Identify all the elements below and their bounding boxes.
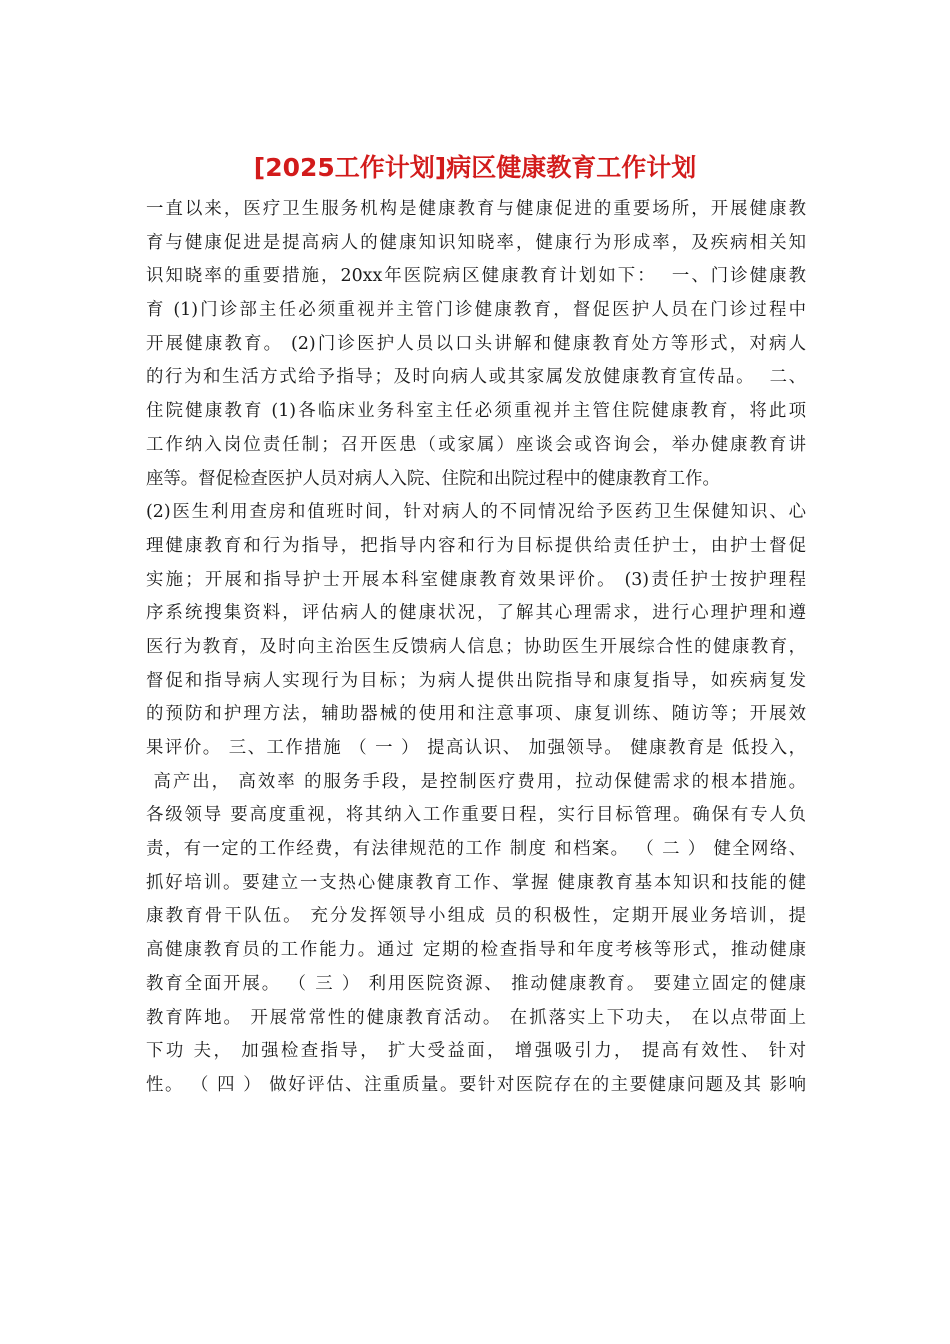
body-line: 的行为和生活方式给予指导；及时向病人或其家属发放健康教育宣传品。 二、 [146, 367, 806, 388]
document-title: [2025工作计划]病区健康教育工作计划 [253, 153, 697, 182]
body-line: 抓好培训。要建立一支热心健康教育工作、掌握 健康教育基本知识和技能的健 [146, 872, 806, 893]
body-line: 各级领导 要高度重视，将其纳入工作重要日程，实行目标管理。确保有专人负 [146, 805, 806, 826]
body-line: 督促和指导病人实现行为目标；为病人提供出院指导和康复指导，如疾病复发 [146, 670, 806, 691]
body-line: 实施；开展和指导护士开展本科室健康教育效果评价。 (3)责任护士按护理程 [146, 569, 806, 590]
body-line: 理健康教育和行为指导，把指导内容和行为目标提供给责任护士，由护士督促 [146, 535, 806, 556]
body-line: 医行为教育，及时向主治医生反馈病人信息；协助医生开展综合性的健康教育， [146, 636, 806, 657]
document-body [146, 193, 806, 1103]
body-line: 高产出， 高效率 的服务手段，是控制医疗费用，拉动保健需求的根本措施。 [146, 771, 806, 792]
body-line: 康教育骨干队伍。 充分发挥领导小组成 员的积极性，定期开展业务培训，提 [146, 906, 806, 927]
body-line: 性。 （ 四 ） 做好评估、注重质量。要针对医院存在的主要健康问题及其 影响 [146, 1074, 806, 1095]
body-line: 一直以来，医疗卫生服务机构是健康教育与健康促进的重要场所，开展健康教 [146, 199, 806, 219]
body-line: 座等。督促检查医护人员对病人入院、住院和出院过程中的健康教育工作。 [146, 468, 720, 489]
body-line: (2)医生利用查房和值班时间，针对病人的不同情况给予医药卫生保健知识、心 [146, 502, 806, 523]
body-line: 的预防和护理方法，辅助器械的使用和注意事项、康复训练、随访等；开展效 [146, 704, 806, 725]
body-line: 识知晓率的重要措施，20xx年医院病区健康教育计划如下： 一、门诊健康教 [146, 266, 806, 287]
body-line: 住院健康教育 (1)各临床业务科室主任必须重视并主管住院健康教育，将此项 [146, 401, 806, 422]
body-line: 教育全面开展。 （ 三 ） 利用医院资源、 推动健康教育。 要建立固定的健康 [146, 973, 806, 994]
body-line: 工作纳入岗位责任制；召开医患（或家属）座谈会或咨询会，举办健康教育讲 [146, 434, 806, 455]
body-line: 育与健康促进是提高病人的健康知识知晓率，健康行为形成率，及疾病相关知 [146, 232, 806, 253]
body-line: 高健康教育员的工作能力。通过 定期的检查指导和年度考核等形式，推动健康 [146, 940, 806, 961]
body-line: 序系统搜集资料，评估病人的健康状况，了解其心理需求，进行心理护理和遵 [146, 603, 806, 624]
body-line: 果评价。 三、工作措施 （ 一 ） 提高认识、 加强领导。 健康教育是 低投入， [146, 738, 806, 758]
body-line: 育 (1)门诊部主任必须重视并主管门诊健康教育，督促医护人员在门诊过程中 [146, 300, 806, 321]
body-line: 责，有一定的工作经费，有法律规范的工作 制度 和档案。 （ 二 ） 健全网络、 [146, 839, 806, 860]
body-line: 教育阵地。 开展常常性的健康教育活动。 在抓落实上下功夫， 在以点带面上 [146, 1007, 806, 1028]
body-line: 开展健康教育。 (2)门诊医护人员以口头讲解和健康教育处方等形式，对病人 [146, 333, 806, 354]
body-line: 下功 夫， 加强检查指导， 扩大受益面， 增强吸引力， 提高有效性、 针对 [146, 1041, 806, 1062]
